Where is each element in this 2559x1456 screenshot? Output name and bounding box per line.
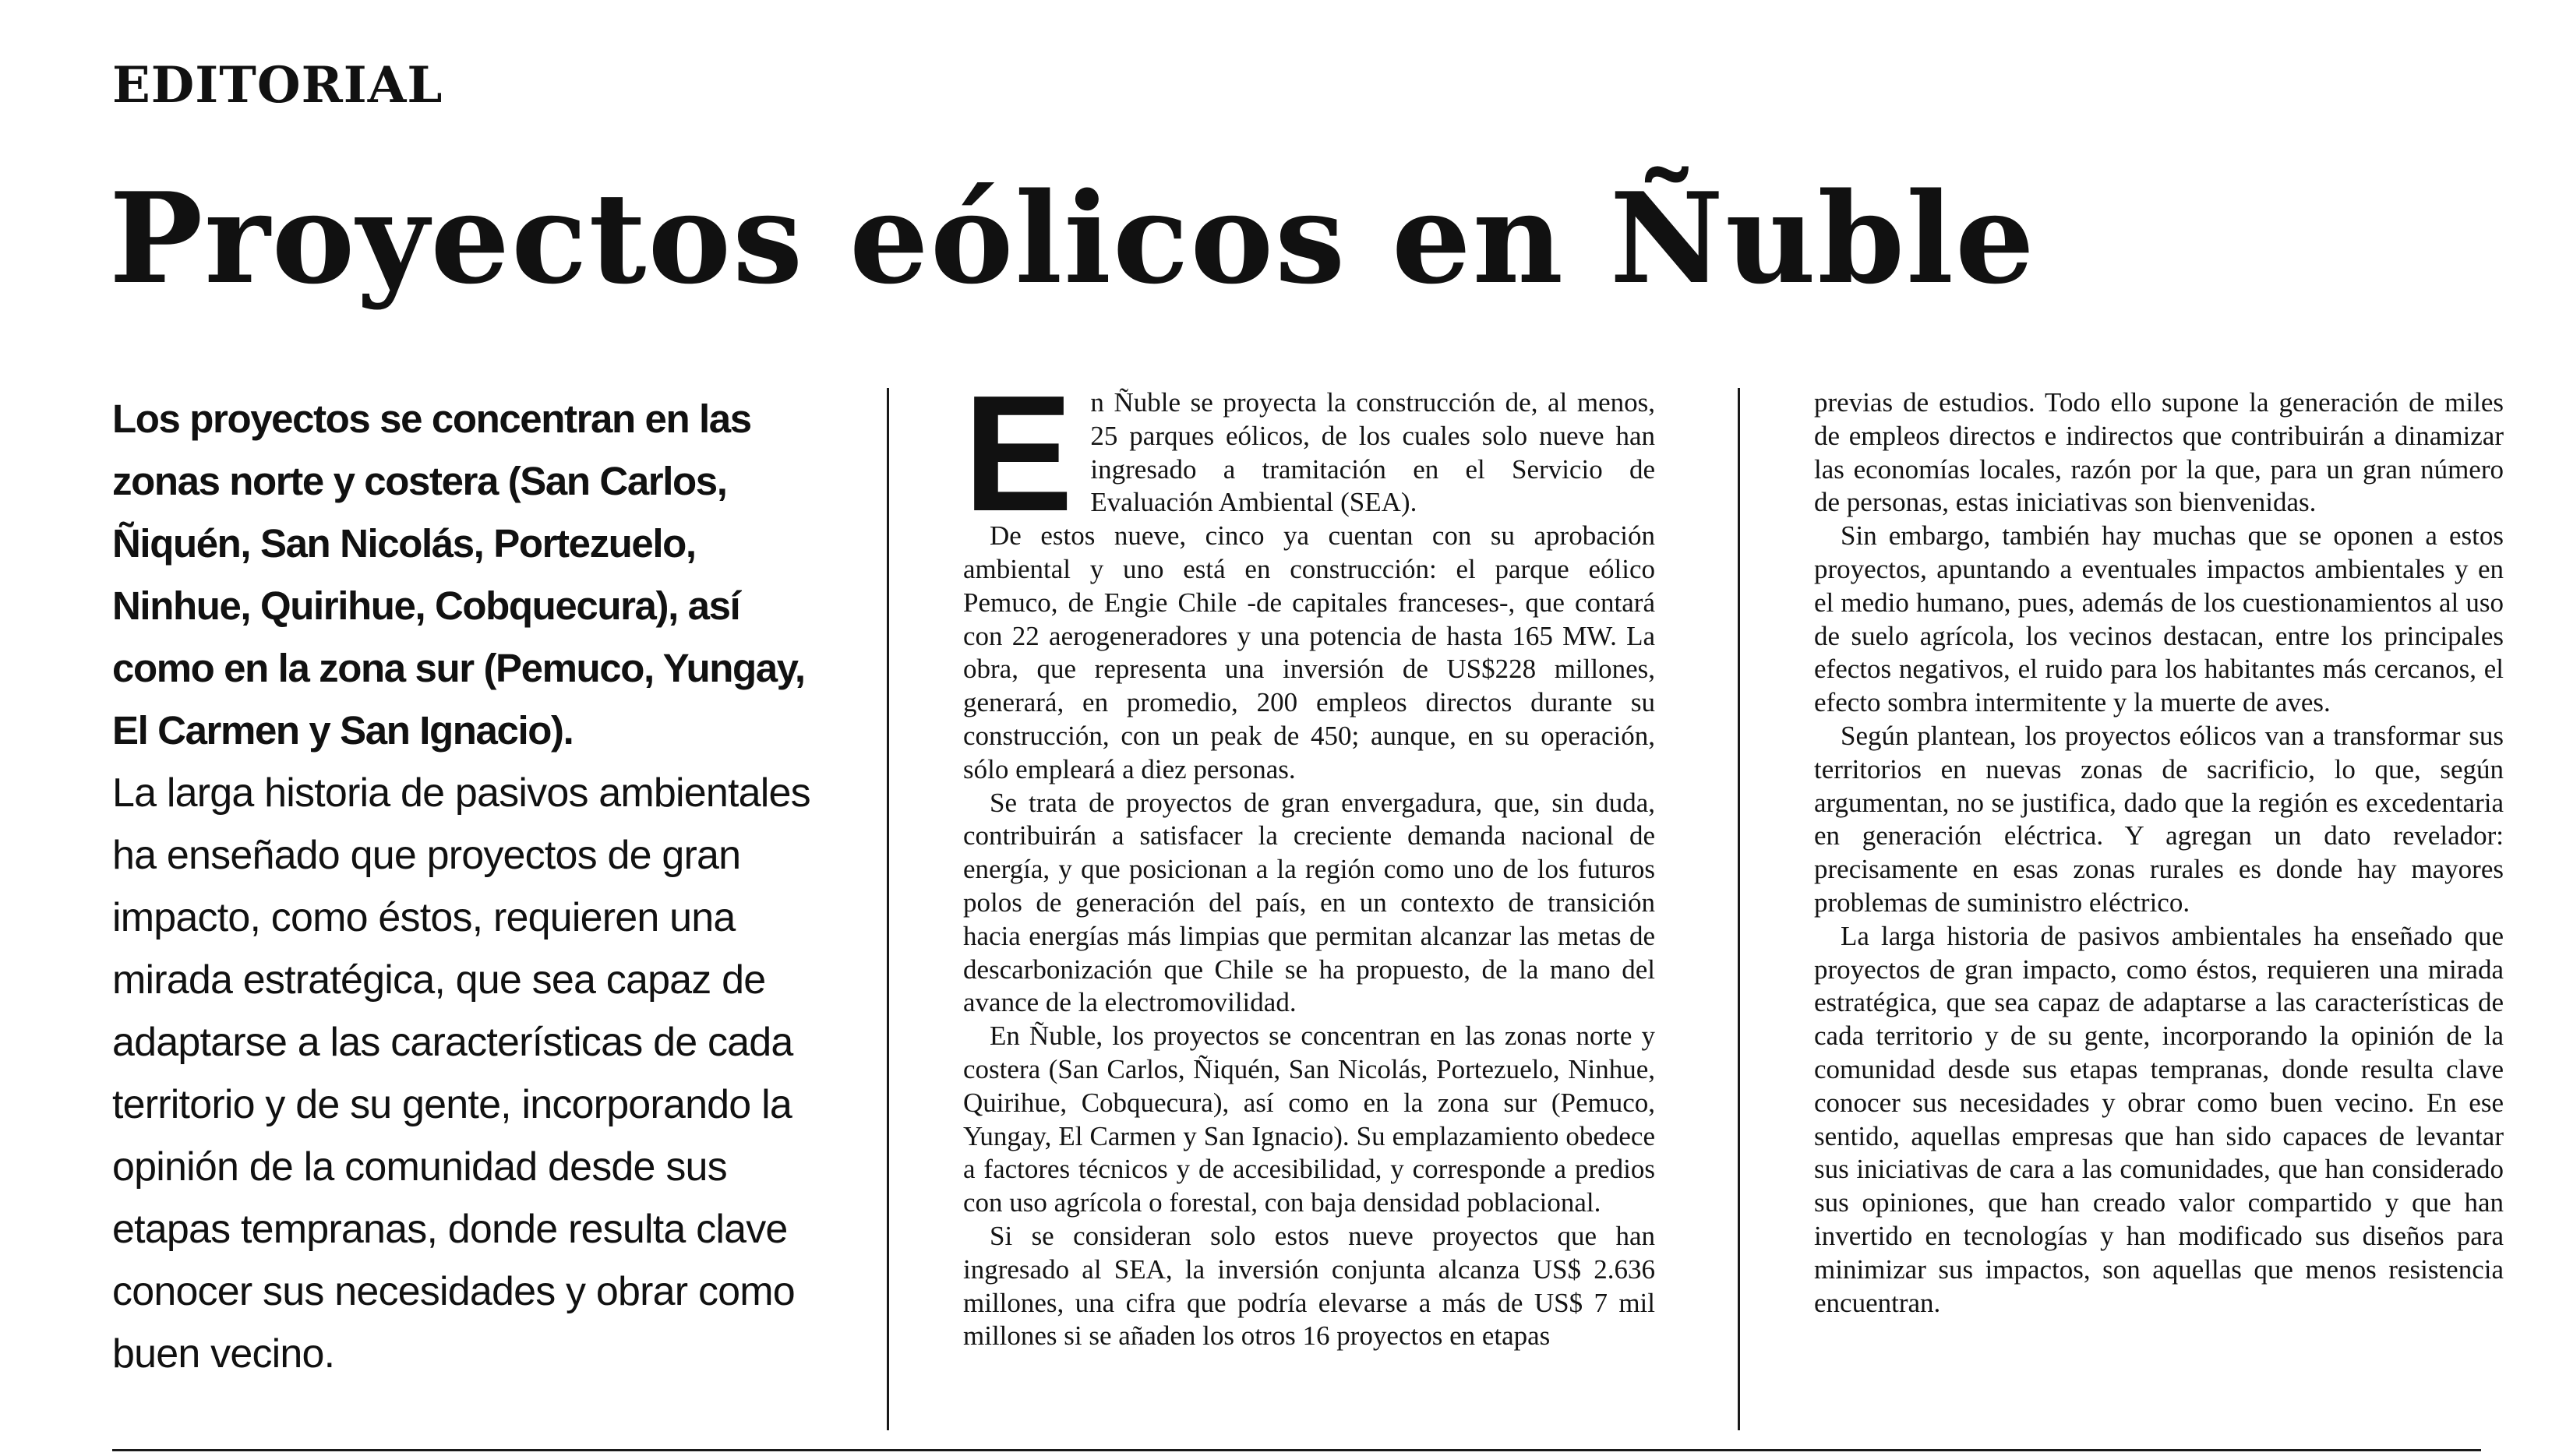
drop-cap: E xyxy=(963,361,1074,545)
paragraph: n Ñuble se proyecta la construcción de, al menos, 25 parques eólicos, de los cuales solo nueve han ingresado a tramitación en el Servicio de Evaluación Ambiental (SEA). xyxy=(1090,387,1655,518)
lead-highlight: Los proyectos se concentran en las zonas norte y costera (San Carlos, Ñiquén, San Nicolás, Portezuelo, Ninhue, Quirihue, Cobquecura), así como en la zona sur (Pemuco, Yungay, El Carmen y San Ignacio). xyxy=(112,397,805,753)
paragraph: Se trata de proyectos de gran envergadura, que, sin duda, contribuirán a satisfacer la creciente demanda nacional de energía, y que posicionan a la región como uno de los futuros polos de generación del país, en un contexto de transición hacia energías más limpias que permitan alcanzar las metas de descarbonización que Chile se ha propuesto, de la mano del avance de la electromovilidad. xyxy=(963,787,1655,1018)
paragraph: Sin embargo, también hay muchas que se oponen a estos proyectos, apuntando a eventuales impactos ambientales y en el medio humano, pues, además de los cuestionamientos al uso de suelo agrícola, los vecinos destacan, entre los principales efectos negativos, el ruido para los habitantes más cercanos, el efecto sombra intermitente y la muerte de aves. xyxy=(1814,520,2504,718)
paragraph: Si se consideran solo estos nueve proyectos que han ingresado al SEA, la inversión conjunta alcanza US$ 2.636 millones, una cifra que podría elevarse a más de US$ 7 mil millones si se añaden los otros 16 proyectos en etapas xyxy=(963,1220,1655,1352)
headline: Proyectos eólicos en Ñuble xyxy=(109,165,2036,312)
paragraph: Según plantean, los proyectos eólicos van a transformar sus territorios en nuevas zonas de sacrificio, lo que, según argumentan, no se justifica, dado que la región es excedentaria en generación eléctrica. Y agregan un dato revelador: precisamente en esas zonas rurales es donde hay mayores problemas de suministro eléctrico. xyxy=(1814,720,2504,918)
lead-column xyxy=(112,388,814,1385)
column-divider-left xyxy=(887,388,889,1430)
lead-text: La larga historia de pasivos ambientales ha enseñado que proyectos de gran impacto, como éstos, requieren una mirada estratégica, que sea capaz de adaptarse a las características de cada territorio y de su gente, incorporando la opinión de la comunidad desde sus etapas tempranas, donde resulta clave conocer sus necesidades y obrar como buen vecino. xyxy=(112,770,810,1377)
paragraph: En Ñuble, los proyectos se concentran en las zonas norte y costera (San Carlos, Ñiquén, San Nicolás, Portezuelo, Ninhue, Quirihue, Cobquecura), así como en la zona sur (Pemuco, Yungay, El Carmen y San Ignacio). Su emplazamiento obedece a factores técnicos y de accesibilidad, y corresponde a predios con uso agrícola o forestal, con baja densidad poblacional. xyxy=(963,1021,1655,1218)
body-column-middle xyxy=(963,361,1655,1353)
bottom-rule xyxy=(112,1449,2481,1451)
body-column-right xyxy=(1814,386,2504,1320)
section-label: EDITORIAL xyxy=(112,56,443,115)
column-divider-right xyxy=(1738,388,1740,1430)
paragraph: La larga historia de pasivos ambientales ha enseñado que proyectos de gran impacto, como éstos, requieren una mirada estratégica, que sea capaz de adaptarse a las características de cada territorio y de su gente, incorporando la opinión de la comunidad desde sus etapas tempranas, donde resulta clave conocer sus necesidades y obrar como buen vecino. En ese sentido, aquellas empresas que han sido capaces de levantar sus iniciativas de cara a las comunidades, que han considerado sus opiniones, que han creado valor compartido y que han invertido en tecnologías y han modificado sus diseños para minimizar sus impactos, son aquellas que menos resistencia encuentran. xyxy=(1814,920,2504,1318)
paragraph: De estos nueve, cinco ya cuentan con su aprobación ambiental y uno está en construcción: el parque eólico Pemuco, de Engie Chile -de capitales franceses-, que contará con 22 aerogeneradores y una potencia de hasta 165 MW. La obra, que representa una inversión de US$228 millones, generará, en promedio, 200 empleos directos durante su construcción, con un peak de 450; aunque, en su operación, sólo empleará a diez personas. xyxy=(963,520,1655,784)
paragraph: previas de estudios. Todo ello supone la generación de miles de empleos directos e indirectos que contribuirán a dinamizar las economías locales, razón por la que, para un gran número de personas, estas iniciativas son bienvenidas. xyxy=(1814,387,2504,518)
